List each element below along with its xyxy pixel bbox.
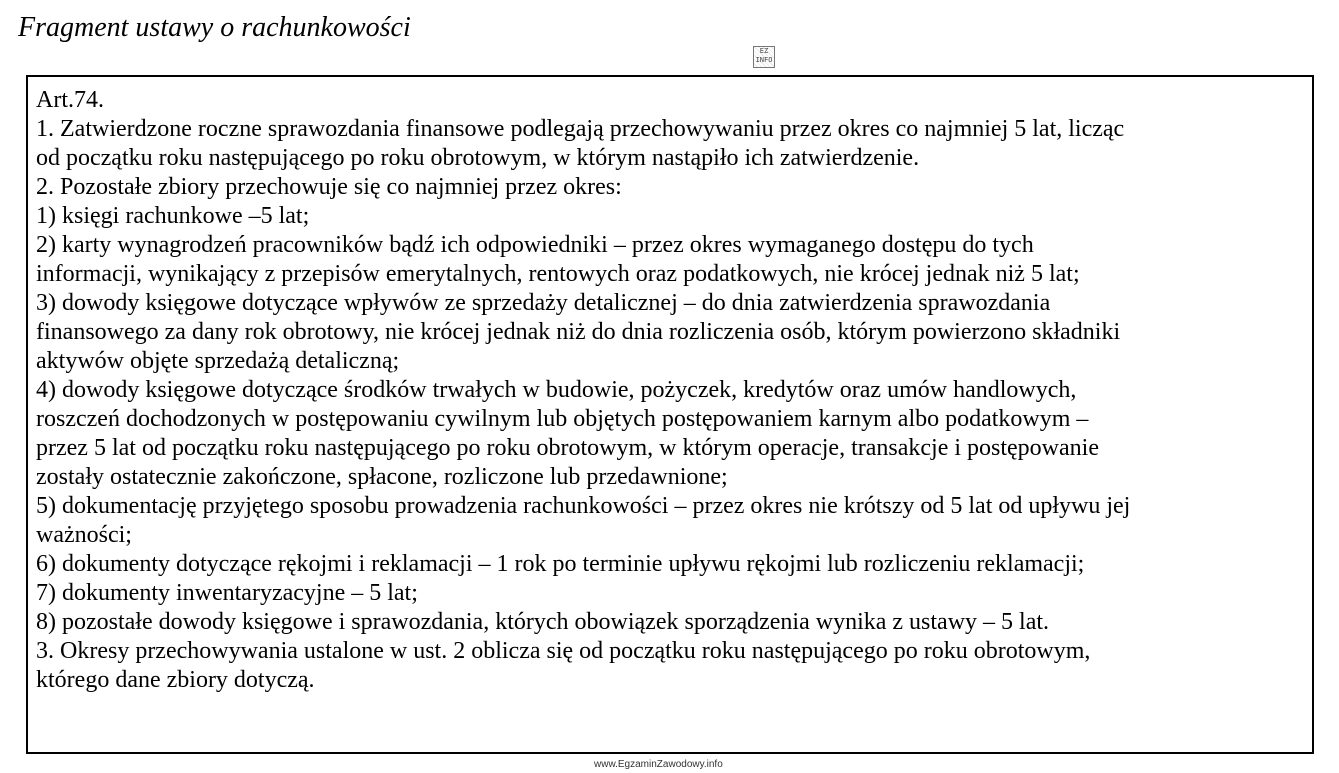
text-line: 6) dokumenty dotyczące rękojmi i reklamacji – 1 rok po terminie upływu rękojmi lub rozliczeniu reklamacji; [36, 551, 1085, 577]
logo-text-top: EZ [759, 47, 769, 55]
logo-text-bottom: INFO [755, 56, 773, 64]
text-line: aktywów objęte sprzedażą detaliczną; [36, 348, 400, 374]
text-line: Art.74. [36, 87, 104, 113]
footer-watermark: www.EgzaminZawodowy.info [594, 759, 723, 770]
text-line: zostały ostatecznie zakończone, spłacone, rozliczone lub przedawnione; [36, 464, 728, 490]
document-title: Fragment ustawy o rachunkowości [18, 12, 411, 43]
text-line: informacji, wynikający z przepisów emerytalnych, rentowych oraz podatkowych, nie krócej jednak niż 5 lat; [36, 261, 1080, 287]
text-line: którego dane zbiory dotyczą. [36, 667, 315, 693]
ez-info-logo-icon [753, 46, 775, 68]
text-line: 3) dowody księgowe dotyczące wpływów ze sprzedaży detalicznej – do dnia zatwierdzenia sprawozdania [36, 290, 1051, 316]
text-line: 5) dokumentację przyjętego sposobu prowadzenia rachunkowości – przez okres nie krótszy od 5 lat od upływu jej [36, 493, 1131, 519]
law-text-frame [26, 75, 1314, 754]
text-line: finansowego za dany rok obrotowy, nie krócej jednak niż do dnia rozliczenia osób, którym powierzono składniki [36, 319, 1121, 345]
text-line: 2. Pozostałe zbiory przechowuje się co najmniej przez okres: [36, 174, 622, 200]
text-line: od początku roku następującego po roku obrotowym, w którym nastąpiło ich zatwierdzenie. [36, 145, 920, 171]
text-line: roszczeń dochodzonych w postępowaniu cywilnym lub objętych postępowaniem karnym albo podatkowym – [36, 406, 1089, 432]
text-line: 1) księgi rachunkowe –5 lat; [36, 203, 310, 229]
text-line: 1. Zatwierdzone roczne sprawozdania finansowe podlegają przechowywaniu przez okres co najmniej 5 lat, licząc [36, 116, 1125, 142]
text-line: 3. Okresy przechowywania ustalone w ust. 2 oblicza się od początku roku następującego po roku obrotowym, [36, 638, 1091, 664]
text-line: 2) karty wynagrodzeń pracowników bądź ich odpowiedniki – przez okres wymaganego dostępu do tych [36, 232, 1034, 258]
text-line: 8) pozostałe dowody księgowe i sprawozdania, których obowiązek sporządzenia wynika z ustawy – 5 lat. [36, 609, 1050, 635]
text-line: ważności; [36, 522, 132, 548]
text-line: przez 5 lat od początku roku następującego po roku obrotowym, w którym operacje, transakcje i postępowanie [36, 435, 1099, 461]
text-line: 7) dokumenty inwentaryzacyjne – 5 lat; [36, 580, 418, 606]
text-line: 4) dowody księgowe dotyczące środków trwałych w budowie, pożyczek, kredytów oraz umów handlowych, [36, 377, 1077, 403]
